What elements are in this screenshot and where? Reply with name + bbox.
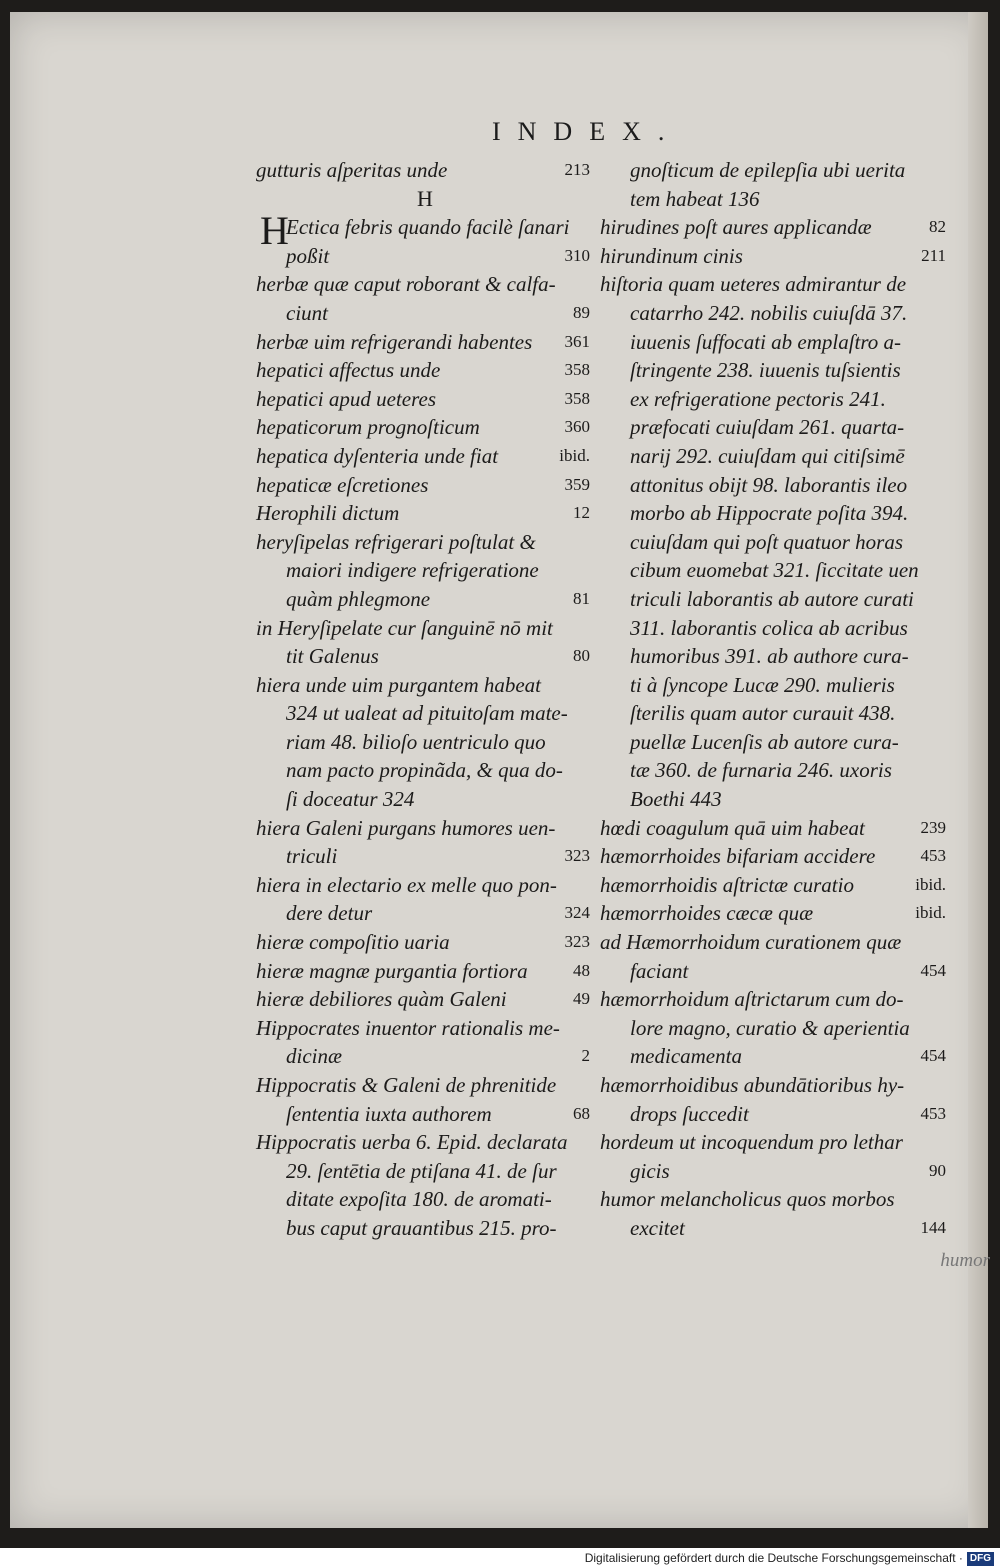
entry-text: Herophili dictum	[256, 501, 400, 526]
entry-text: bus caput grauantibus 215. pro-	[286, 1215, 557, 1240]
entry-text: hepatici apud ueteres	[256, 386, 437, 411]
page-reference: 89	[573, 302, 590, 322]
index-entry-line	[256, 299, 594, 328]
entry-text: hordeum ut incoquendum pro lethar	[600, 1130, 903, 1155]
page-reference: 454	[920, 960, 946, 980]
index-entry-line	[256, 528, 594, 557]
entry-text: herbæ uim refrigerandi habentes	[256, 329, 533, 354]
index-entry-line	[256, 556, 594, 585]
entry-text: nam pacto propinãda, & qua do-	[286, 758, 563, 783]
entry-text: lore magno, curatio & aperientia	[630, 1015, 910, 1040]
entry-text: 324 ut ualeat ad pituitoſam mate-	[286, 701, 568, 726]
entry-text: humor melancholicus quos morbos	[600, 1187, 895, 1212]
entry-text: gnoſticum de epilepſia ubi uerita	[630, 158, 906, 182]
entry-text: ſtringente 238. iuuenis tuſsientis	[630, 358, 901, 383]
index-entry-line	[600, 842, 950, 871]
index-entry-line	[600, 671, 950, 700]
entry-text: hiſtoria quam ueteres admirantur de	[600, 272, 907, 297]
page-reference: 453	[920, 846, 946, 866]
index-entry-line	[600, 528, 950, 557]
index-entry-line	[600, 442, 950, 471]
entry-text: ſterilis quam autor curauit 438.	[630, 701, 896, 726]
index-entry-line	[256, 899, 594, 928]
index-entry-line	[600, 1071, 950, 1100]
page-reference: 81	[573, 588, 590, 608]
dfg-logo: DFG	[967, 1552, 994, 1566]
index-entry-line	[600, 556, 950, 585]
entry-text: ſententia iuxta authorem	[286, 1101, 492, 1126]
entry-text: H	[417, 185, 433, 211]
index-entry-line	[600, 156, 950, 185]
index-entry-line	[600, 614, 950, 643]
index-entry-line	[600, 385, 950, 414]
index-entry-line	[256, 1214, 594, 1243]
index-entry-line	[256, 185, 594, 214]
index-entry-line	[256, 499, 594, 528]
index-entry-line	[256, 442, 594, 471]
page-reference: 359	[564, 474, 590, 494]
entry-text: in Heryſipelate cur ſanguinē nō mit	[256, 615, 553, 640]
index-entry-line	[256, 871, 594, 900]
entry-text: ti à ſyncope Lucæ 290. mulieris	[630, 672, 895, 697]
credit-text: Digitalisierung gefördert durch die Deutsche Forschungsgemeinschaft ·	[584, 1551, 963, 1565]
index-entry-line	[256, 614, 594, 643]
entry-text: hieræ magnæ purgantia fortiora	[256, 958, 528, 983]
entry-text: cibum euomebat 321. ſiccitate uen	[630, 558, 919, 583]
running-head: INDEX.	[492, 117, 682, 146]
entry-text: humoribus 391. ab authore cura-	[630, 644, 909, 669]
entry-text: hirudines poſt aures applicandæ	[600, 215, 872, 240]
entry-text: hieræ compoſitio uaria	[256, 930, 450, 955]
index-entry-line	[256, 208, 594, 254]
index-entry-line	[256, 385, 594, 414]
index-entry-line	[256, 814, 594, 843]
entry-text: gicis	[630, 1158, 670, 1183]
index-entry-line	[600, 499, 950, 528]
page-reference: ibid.	[915, 874, 946, 894]
entry-text: Hippocratis & Galeni de phrenitide	[256, 1073, 557, 1097]
entry-text: 29. ſentētia de ptiſana 41. de ſur	[286, 1158, 557, 1183]
page-reference: ibid.	[559, 445, 590, 465]
index-entry-line	[600, 242, 950, 271]
index-entry-line	[256, 642, 594, 671]
entry-text: Hippocrates inuentor rationalis me-	[256, 1015, 560, 1040]
page-reference: 453	[920, 1103, 946, 1123]
index-entry-line	[600, 585, 950, 614]
entry-text: hiera Galeni purgans humores uen-	[256, 815, 556, 840]
index-entry-line	[600, 899, 950, 928]
entry-text: ciunt	[286, 300, 328, 325]
index-entry-line	[600, 985, 950, 1014]
index-entry-line	[600, 1185, 950, 1214]
entry-text: puellæ Lucenſis ab autore cura-	[630, 729, 899, 754]
index-entry-line	[600, 328, 950, 357]
page-reference: 48	[573, 960, 590, 980]
entry-text: excitet	[630, 1215, 685, 1240]
index-entry-line	[256, 242, 594, 271]
index-entry-line	[256, 699, 594, 728]
index-entry-line	[256, 928, 594, 957]
entry-text: faciant	[630, 958, 689, 983]
page-reference: 2	[581, 1046, 590, 1066]
page-reference: 323	[564, 846, 590, 866]
index-entry-line	[256, 413, 594, 442]
index-entry-line	[256, 1100, 594, 1129]
entry-text: Boethi 443	[630, 787, 722, 812]
page-reference: 211	[921, 245, 946, 265]
page-reference: 49	[573, 989, 590, 1009]
index-column-left	[256, 156, 594, 1243]
index-entry-line	[600, 756, 950, 785]
entry-text: hiera unde uim purgantem habeat	[256, 672, 542, 697]
index-entry-line	[600, 1157, 950, 1186]
index-entry-line	[600, 871, 950, 900]
entry-text: triculi laborantis ab autore curati	[630, 586, 914, 611]
entry-text: heryſipelas refrigerari poſtulat &	[256, 529, 536, 554]
entry-text: hæmorrhoidibus abundātioribus hy-	[600, 1073, 905, 1097]
page-reference: 323	[564, 932, 590, 952]
entry-text: attonitus obijt 98. laborantis ileo	[630, 472, 908, 497]
index-entry-line	[256, 728, 594, 757]
index-entry-line	[600, 413, 950, 442]
entry-text: medicamenta	[630, 1044, 742, 1069]
entry-text: præfocati cuiuſdam 261. quarta-	[630, 415, 905, 440]
entry-text: maiori indigere refrigeratione	[286, 558, 539, 583]
page-reference: ibid.	[915, 903, 946, 923]
index-entry-line	[600, 928, 950, 957]
index-entry-line	[600, 185, 950, 214]
entry-text: gutturis aſperitas unde	[256, 158, 448, 182]
index-entry-line	[256, 356, 594, 385]
entry-text: hepaticorum prognoſticum	[256, 415, 480, 440]
entry-text: triculi	[286, 844, 338, 869]
entry-text: hepaticæ eſcretiones	[256, 472, 429, 497]
entry-text: hepatica dyſenteria unde fiat	[256, 443, 499, 468]
entry-text: hæmorrhoidum aſtrictarum cum do-	[600, 987, 904, 1012]
index-entry-line	[256, 471, 594, 500]
page-edge	[968, 12, 988, 1528]
catchword: humor	[940, 1250, 990, 1271]
page-reference: 90	[929, 1160, 946, 1180]
entry-text: hœdi coagulum quā uim habeat	[600, 815, 865, 840]
page-reference: 239	[920, 817, 946, 837]
page-reference: 68	[573, 1103, 590, 1123]
entry-text: hieræ debiliores quàm Galeni	[256, 987, 507, 1012]
entry-text: hepatici affectus unde	[256, 358, 441, 383]
entry-text: tem habeat 136	[630, 186, 760, 211]
index-entry-line	[600, 1100, 950, 1129]
entry-text: riam 48. bilioſo uentriculo quo	[286, 729, 546, 754]
page-reference: 360	[564, 417, 590, 437]
index-entry-line	[600, 699, 950, 728]
entry-text: ſi doceatur 324	[286, 787, 415, 812]
page-reference: 358	[564, 360, 590, 380]
entry-text: dere detur	[286, 901, 373, 926]
index-entry-line	[600, 785, 950, 814]
entry-text: ex refrigeratione pectoris 241.	[630, 386, 886, 411]
digitization-credit	[0, 1548, 1000, 1568]
entry-text: iuuenis ſuffocati ab emplaſtro a-	[630, 329, 902, 354]
index-entry-line	[256, 1071, 594, 1100]
entry-text: tit Galenus	[286, 644, 379, 669]
entry-text: Ectica febris quando facilè ſanari	[286, 215, 570, 240]
drop-cap: H	[260, 208, 289, 254]
index-entry-line	[256, 156, 594, 185]
entry-text: catarrho 242. nobilis cuiuſdā 37.	[630, 300, 908, 325]
index-entry-line	[256, 1014, 594, 1043]
index-entry-line	[600, 728, 950, 757]
page-reference: 361	[564, 331, 590, 351]
index-entry-line	[600, 471, 950, 500]
index-entry-line	[256, 756, 594, 785]
index-entry-line	[600, 1214, 950, 1243]
index-entry-line	[256, 270, 594, 299]
entry-text: ditate expoſita 180. de aromati-	[286, 1187, 552, 1212]
index-entry-line	[256, 1128, 594, 1157]
entry-text: narij 292. cuiuſdam qui citiſsimē	[630, 443, 905, 468]
entry-text: morbo ab Hippocrate poſita 394.	[630, 501, 909, 526]
entry-text: 311. laborantis colica ab acribus	[630, 615, 908, 640]
index-entry-line	[600, 1014, 950, 1043]
index-entry-line	[256, 957, 594, 986]
page-reference: 82	[929, 217, 946, 237]
entry-text: quàm phlegmone	[286, 586, 431, 611]
index-entry-line	[256, 785, 594, 814]
index-entry-line	[256, 328, 594, 357]
index-entry-line	[600, 814, 950, 843]
entry-text: cuiuſdam qui poſt quatuor horas	[630, 529, 904, 554]
page-reference: 454	[920, 1046, 946, 1066]
index-entry-line	[256, 585, 594, 614]
index-entry-line	[600, 213, 950, 242]
index-entry-line	[256, 1157, 594, 1186]
index-entry-line	[600, 270, 950, 299]
page-reference: 324	[564, 903, 590, 923]
index-entry-line	[600, 1042, 950, 1071]
entry-text: Hippocratis uerba 6. Epid. declarata	[256, 1130, 568, 1155]
entry-text: herbæ quæ caput roborant & calfa-	[256, 272, 556, 297]
index-entry-line	[600, 642, 950, 671]
page-reference: 213	[564, 160, 590, 179]
entry-text: hæmorrhoides bifariam accidere	[600, 844, 876, 869]
page-reference: 80	[573, 646, 590, 666]
page-reference: 358	[564, 388, 590, 408]
index-entry-line	[256, 1185, 594, 1214]
index-entry-line	[256, 1042, 594, 1071]
index-entry-line	[600, 1128, 950, 1157]
index-entry-line	[600, 299, 950, 328]
page-reference: 310	[564, 245, 590, 265]
index-entry-line	[256, 842, 594, 871]
entry-text: tæ 360. de furnaria 246. uxoris	[630, 758, 892, 783]
index-column-right	[600, 156, 950, 1243]
entry-text: ad Hæmorrhoidum curationem quæ	[600, 930, 902, 955]
entry-text: hæmorrhoides cæcæ quæ	[600, 901, 814, 926]
entry-text: hiera in electario ex melle quo pon-	[256, 872, 557, 897]
page-reference: 144	[920, 1217, 946, 1237]
index-entry-line	[256, 985, 594, 1014]
index-entry-line	[600, 957, 950, 986]
entry-text: dicinæ	[286, 1044, 342, 1069]
entry-text: hæmorrhoidis aſtrictæ curatio	[600, 872, 854, 897]
entry-text: hirundinum cinis	[600, 243, 743, 268]
index-entry-line	[600, 356, 950, 385]
entry-text: drops ſuccedit	[630, 1101, 749, 1126]
page-reference: 12	[573, 503, 590, 523]
index-entry-line	[256, 671, 594, 700]
entry-text: poßit	[286, 243, 330, 268]
